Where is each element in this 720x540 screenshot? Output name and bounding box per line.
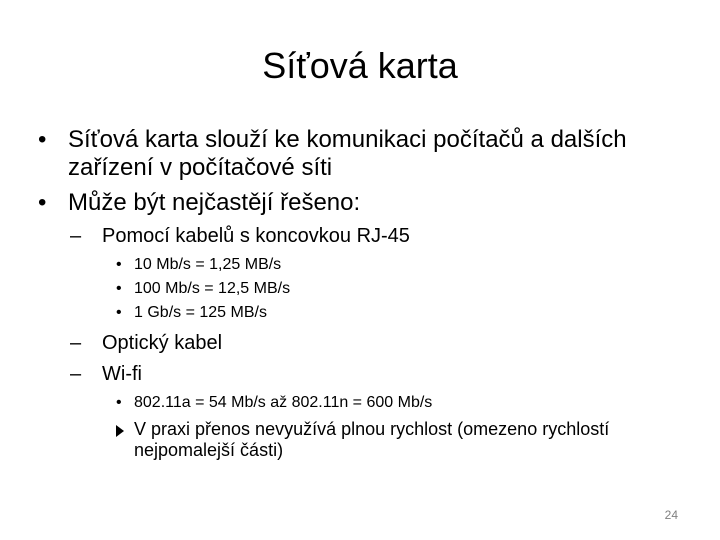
sub-item-text: Optický kabel	[102, 332, 223, 354]
bullet-marker: •	[38, 189, 47, 216]
triangle-bullet-icon	[116, 421, 124, 442]
note-text: V praxi přenos nevyužívá plnou rychlost (omezeno rychlostí nejpomalejší části)	[134, 419, 610, 460]
sub-item	[36, 331, 696, 355]
speed-text: 100 Mb/s = 12,5 MB/s	[134, 280, 291, 297]
speed-text: 1 Gb/s = 125 MB/s	[134, 304, 267, 321]
bullet-marker: •	[38, 126, 47, 153]
bullet-marker: •	[116, 304, 122, 321]
bullet-text: Síťová karta slouží ke komunikaci počítačů a dalších zařízení v počítačové síti	[68, 126, 627, 181]
sub-item	[36, 224, 696, 248]
sub-item	[36, 362, 696, 386]
speed-text: 802.11a = 54 Mb/s až 802.11n = 600 Mb/s	[134, 394, 433, 411]
dash-marker: –	[70, 332, 82, 354]
slide-title: Síťová karta	[262, 45, 458, 86]
sub-item-text: Wi-fi	[102, 363, 142, 385]
speed-text: 10 Mb/s = 1,25 MB/s	[134, 256, 282, 273]
slide-content	[36, 126, 696, 461]
dash-marker: –	[70, 225, 82, 247]
speed-item	[36, 279, 696, 299]
bullet-item	[36, 126, 696, 182]
bullet-text: Může být nejčastějí řešeno:	[68, 189, 361, 216]
speed-item	[36, 303, 696, 323]
bullet-item	[36, 189, 696, 217]
bullet-marker: •	[116, 280, 122, 297]
speed-item	[36, 393, 696, 413]
page-number: 24	[664, 508, 678, 522]
note-item	[36, 419, 696, 461]
dash-marker: –	[70, 363, 82, 385]
bullet-marker: •	[116, 394, 122, 411]
bullet-marker: •	[116, 256, 122, 273]
speed-item	[36, 255, 696, 275]
sub-item-text: Pomocí kabelů s koncovkou RJ-45	[102, 225, 410, 247]
